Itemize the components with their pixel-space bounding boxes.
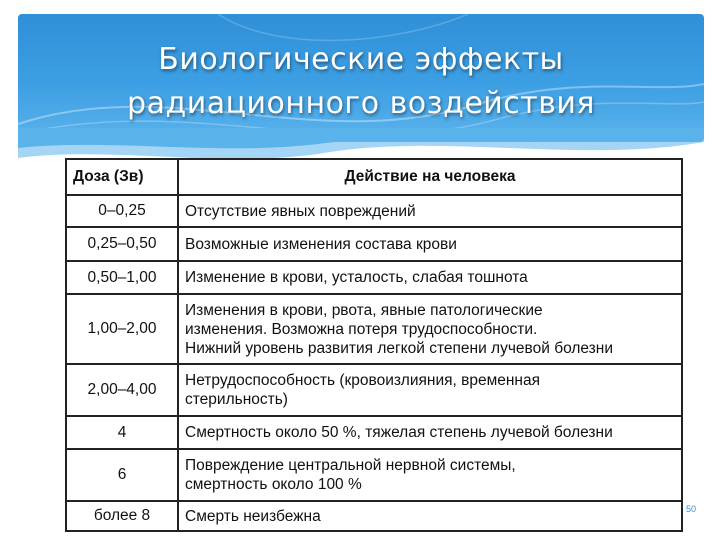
effect-line: стерильность) [185,391,288,408]
effect-line: Возможные изменения состава крови [185,235,457,253]
effect-line: Нетрудоспособность (кровоизлияния, временная [185,372,541,389]
slide-title-line2: радиационного воздействия [127,86,595,121]
header-effect: Действие на человека [178,159,682,195]
table-header-row [66,159,682,195]
effect-cell [178,416,682,449]
table-row [66,364,682,416]
slide-title [18,38,704,126]
effect-line: смертность около 100 % [185,476,362,493]
effect-cell [178,449,682,501]
dose-effects-table [65,158,683,532]
effect-cell [178,364,682,416]
page-number: 50 [686,504,697,514]
dose-cell: 0,50–1,00 [66,261,178,294]
effect-line: Смертность около 50 %, тяжелая степень лучевой болезни [185,424,613,441]
table-row [66,261,682,294]
effect-line: Нижний уровень развития легкой степени лучевой болезни [185,339,613,357]
effect-line: Смерть неизбежна [185,507,321,525]
dose-cell: 4 [66,416,178,449]
effect-cell [178,227,682,261]
title-banner [18,14,704,142]
dose-cell: 0,25–0,50 [66,227,178,261]
effect-line: Изменения в крови, рвота, явные патологические [185,301,543,319]
effect-cell [178,261,682,294]
table-row [66,195,682,227]
table-row [66,227,682,261]
dose-cell: более 8 [66,501,178,531]
effect-cell [178,294,682,364]
dose-cell: 6 [66,449,178,501]
effect-line: Повреждение центральной нервной системы, [185,457,516,474]
header-dose: Доза (Зв) [66,159,178,195]
table-row [66,294,682,364]
effect-line: Изменение в крови, усталость, слабая тошнота [185,269,528,286]
table-row [66,501,682,531]
dose-cell: 1,00–2,00 [66,294,178,364]
effect-line: Отсутствие явных повреждений [185,202,416,220]
dose-cell: 2,00–4,00 [66,364,178,416]
table-row [66,416,682,449]
table-row [66,449,682,501]
dose-cell: 0–0,25 [66,195,178,227]
effect-cell [178,195,682,227]
slide-title-line1: Биологические эффекты [158,42,564,77]
effect-line: изменения. Возможна потеря трудоспособности. [185,320,538,338]
effect-cell [178,501,682,531]
